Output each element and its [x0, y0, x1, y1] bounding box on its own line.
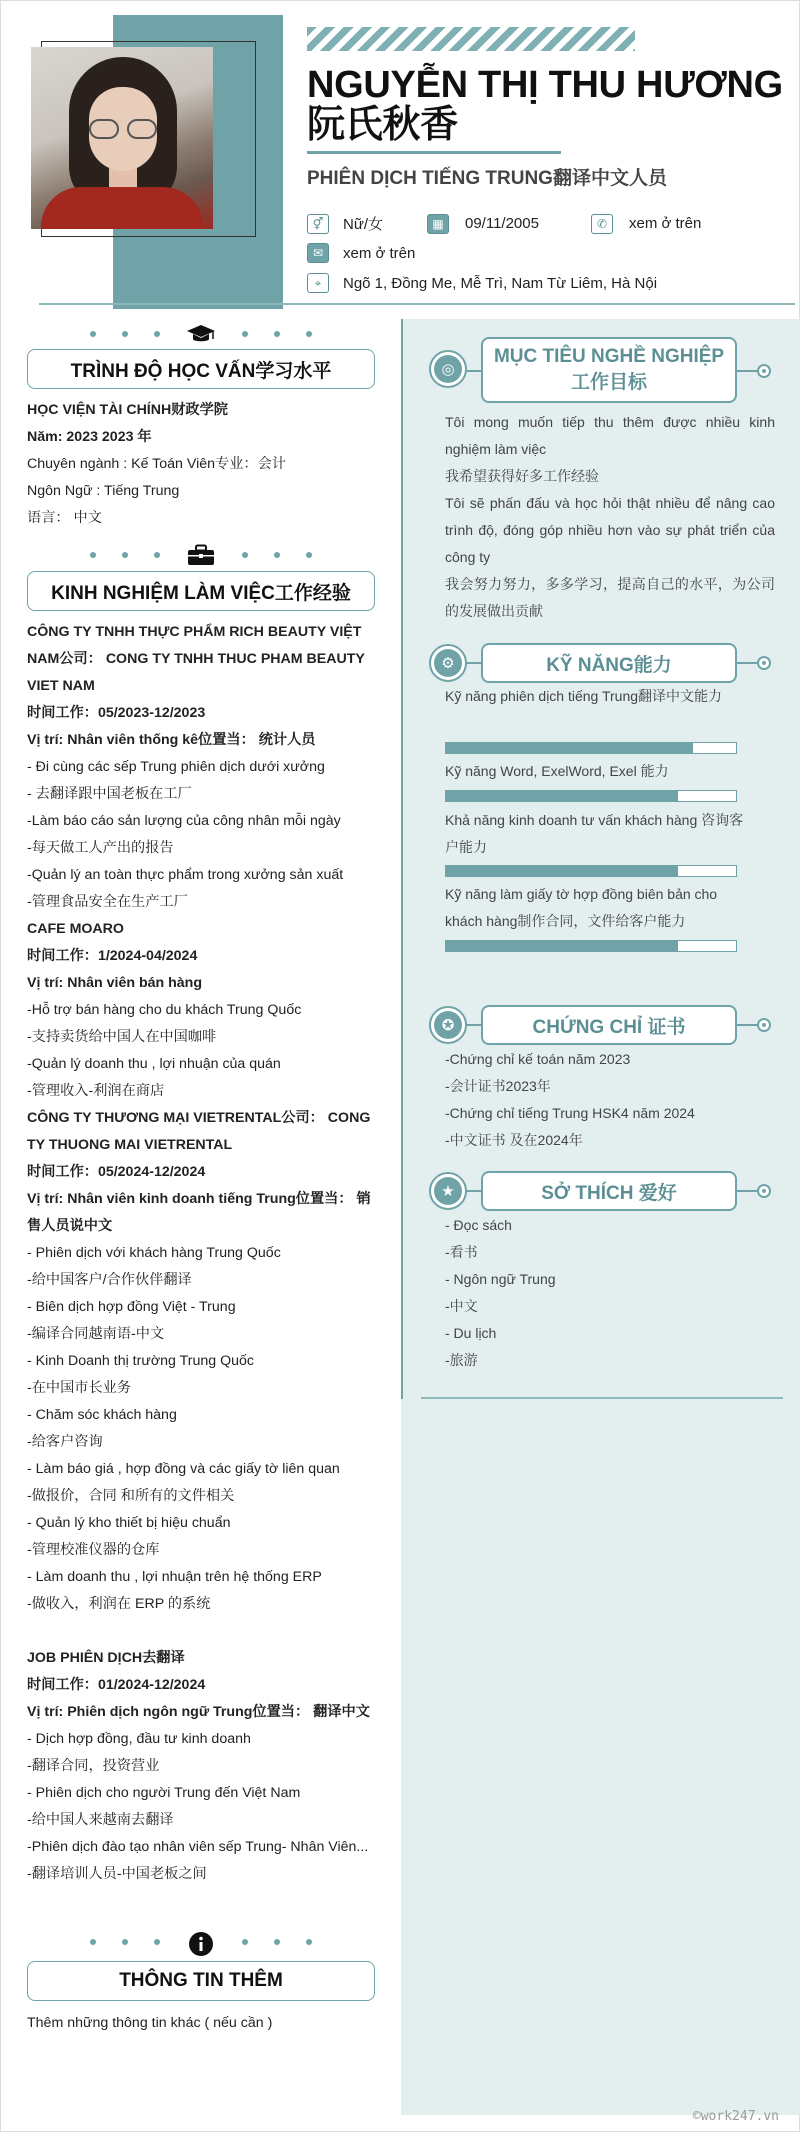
hobbies-content	[445, 1212, 775, 1374]
certificates-content	[445, 1046, 775, 1154]
job-company: CÔNG TY TNHH THỰC PHẨM RICH BEAUTY VIỆT NAM公司： CONG TY TNHH THUC PHAM BEAUTY VIET NAM	[27, 624, 365, 694]
job-duty: -给中国人来越南去翻译	[27, 1812, 174, 1828]
job-duty: - Làm doanh thu , lợi nhuận trên hệ thống ERP	[27, 1569, 322, 1585]
job-duty: -给客户咨询	[27, 1434, 103, 1450]
info-icon	[186, 1931, 216, 1953]
school-name: HỌC VIỆN TÀI CHÍNH财政学院	[27, 402, 228, 418]
skill-label: Kỹ năng Word, ExelWord, Exel 能力	[445, 763, 669, 779]
certificate-line: -会计证书2023年	[445, 1078, 551, 1094]
objective-heading: MỤC TIÊU NGHỀ NGHIỆP 工作目标	[481, 337, 737, 403]
job-duty: -管理食品安全在生产工厂	[27, 894, 188, 910]
name-vietnamese: NGUYỄN THỊ THU HƯƠNG	[307, 64, 783, 106]
job-position: Vị trí: Phiên dịch ngôn ngữ Trung位置当： 翻译中文	[27, 1704, 370, 1720]
address-value: Ngõ 1, Đồng Me, Mễ Trì, Nam Từ Liêm, Hà Nội	[343, 274, 658, 292]
phone-item	[591, 214, 701, 234]
hobby-line: -中文	[445, 1298, 478, 1314]
job-duty: -Hỗ trợ bán hàng cho du khách Trung Quốc	[27, 1002, 302, 1018]
job-position: Vị trí: Nhân viên kinh doanh tiếng Trung位置当： 销售人员说中文	[27, 1191, 371, 1234]
job-duty: -Phiên dịch đào tạo nhân viên sếp Trung- Nhân Viên...	[27, 1839, 369, 1855]
cv-header	[1, 1, 800, 309]
more-info-divider	[27, 1929, 375, 1955]
certificate-line: -Chứng chỉ tiếng Trung HSK4 năm 2024	[445, 1105, 695, 1121]
objective-line: Tôi sẽ phấn đấu và học hỏi thật nhiều để nâng cao trình độ, đóng góp nhiều hơn vào sự phát triển của công ty	[445, 495, 775, 565]
mail-icon: ✉	[307, 243, 329, 263]
skills-heading: KỸ NĂNG能力	[481, 643, 737, 683]
job-duty: -编译合同越南语-中文	[27, 1326, 165, 1342]
certificates-heading: CHỨNG CHỈ 证书	[481, 1005, 737, 1045]
job-duty: -做收入，利润在 ERP 的系统	[27, 1596, 211, 1612]
certificate-line: -Chứng chỉ kế toán năm 2023	[445, 1051, 631, 1067]
header-divider	[39, 303, 795, 305]
job-duty: -在中国市长业务	[27, 1380, 132, 1396]
job-entry	[27, 1645, 377, 1888]
job-duty: -Quản lý an toàn thực phẩm trong xưởng sản xuất	[27, 867, 344, 883]
skill-bar	[445, 865, 737, 877]
skill-bar	[445, 790, 737, 802]
objective-content	[445, 409, 775, 625]
full-name	[307, 65, 787, 145]
job-duty: - Chăm sóc khách hàng	[27, 1407, 177, 1423]
phone-icon: ✆	[591, 214, 613, 234]
job-duty: -做报价，合同 和所有的文件相关	[27, 1488, 235, 1504]
job-company: CAFE MOARO	[27, 921, 124, 937]
skill-label: Kỹ năng phiên dịch tiếng Trung翻译中文能力	[445, 688, 723, 704]
education-language: Ngôn Ngữ : Tiếng Trung	[27, 483, 180, 499]
award-icon: ✪	[429, 1006, 467, 1044]
info-row-2	[307, 243, 415, 263]
job-duty: -Quản lý doanh thu , lợi nhuận của quán	[27, 1056, 281, 1072]
education-major: Chuyên ngành : Kế Toán Viên专业：会计	[27, 456, 286, 472]
job-duty: -给中国客户/合作伙伴翻译	[27, 1272, 192, 1288]
education-year: Năm: 2023 2023 年	[27, 429, 152, 445]
job-duty: - Đi cùng các sếp Trung phiên dịch dưới xưởng	[27, 759, 325, 775]
objective-line: 我希望获得好多工作经验	[445, 468, 599, 484]
job-entry	[27, 916, 377, 1105]
job-position: Vị trí: Nhân viên thống kê位置当： 统计人员	[27, 732, 316, 748]
job-company: CÔNG TY THƯƠNG MẠI VIETRENTAL公司： CONG TY THUONG MAI VIETRENTAL	[27, 1110, 371, 1153]
job-duty: -支持卖货给中国人在中国咖啡	[27, 1029, 217, 1045]
watermark: ©work247.vn	[692, 2109, 779, 2124]
birthday-value: 09/11/2005	[465, 215, 539, 232]
column-divider	[401, 319, 403, 1399]
graduation-cap-icon	[186, 323, 216, 345]
briefcase-icon	[186, 544, 216, 566]
gender-value: Nữ/女	[343, 216, 384, 233]
job-duty: - Quản lý kho thiết bị hiệu chuẩn	[27, 1515, 231, 1531]
job-duty: - Làm báo giá , hợp đồng và các giấy tờ liên quan	[27, 1461, 340, 1477]
job-duty: -管理校准仪器的仓库	[27, 1542, 160, 1558]
hobby-line: -旅游	[445, 1352, 478, 1368]
email-item	[307, 243, 415, 263]
job-duty: -翻译合同，投资营业	[27, 1758, 160, 1774]
job-time: 时间工作：1/2024-04/2024	[27, 948, 198, 964]
header-stripes	[307, 27, 635, 51]
job-time: 时间工作：05/2023-12/2023	[27, 705, 206, 721]
job-time: 时间工作：01/2024-12/2024	[27, 1677, 206, 1693]
job-title: PHIÊN DỊCH TIẾNG TRUNG翻译中文人员	[307, 168, 667, 189]
job-duty: - Kinh Doanh thị trường Trung Quốc	[27, 1353, 254, 1369]
star-icon: ★	[429, 1172, 467, 1210]
job-duty: -管理收入-利润在商店	[27, 1083, 165, 1099]
calendar-icon: ▦	[427, 214, 449, 234]
job-position: Vị trí: Nhân viên bán hàng	[27, 975, 202, 991]
objective-line: 我会努力努力，多多学习，提高自己的水平，为公司的发展做出贡献	[445, 576, 775, 619]
hobby-line: - Ngôn ngữ Trung	[445, 1271, 556, 1287]
gender-icon: ⚥	[307, 214, 329, 234]
avatar	[31, 47, 213, 229]
title-underline	[307, 151, 561, 154]
job-entry	[27, 1105, 377, 1618]
education-language-zh: 语言： 中文	[27, 510, 102, 526]
gender-item	[307, 213, 427, 234]
name-chinese: 阮氏秋香	[307, 104, 458, 146]
job-duty: - Phiên dịch với khách hàng Trung Quốc	[27, 1245, 281, 1261]
job-duty: - Biên dịch hợp đồng Việt - Trung	[27, 1299, 236, 1315]
job-duty: - 去翻译跟中国老板在工厂	[27, 786, 192, 802]
job-duty: -翻译培训人员-中国老板之间	[27, 1866, 207, 1882]
skill-bar	[445, 742, 737, 754]
info-row-1	[307, 213, 701, 234]
skill-label: Kỹ năng làm giấy tờ hợp đồng biên bản cho khách hàng制作合同，文件给客户能力	[445, 886, 718, 929]
address-item	[307, 273, 657, 293]
experience-heading: KINH NGHIỆM LÀM VIỆC工作经验	[27, 571, 375, 611]
education-divider	[27, 321, 375, 347]
job-duty: -每天做工人产出的报告	[27, 840, 174, 856]
objective-line: Tôi mong muốn tiếp thu thêm được nhiều kinh nghiệm làm việc	[445, 414, 775, 457]
education-content	[27, 397, 377, 532]
job-duty: - Dịch hợp đồng, đầu tư kinh doanh	[27, 1731, 251, 1747]
experience-content	[27, 619, 377, 1888]
hobby-line: - Du lịch	[445, 1325, 497, 1341]
gear-icon: ⚙	[429, 644, 467, 682]
job-company: JOB PHIÊN DỊCH去翻译	[27, 1650, 185, 1666]
job-time: 时间工作：05/2024-12/2024	[27, 1164, 206, 1180]
more-info-heading: THÔNG TIN THÊM	[27, 1961, 375, 2001]
job-duty: -Làm báo cáo sản lượng của công nhân mỗi ngày	[27, 813, 341, 829]
job-duty: - Phiên dịch cho người Trung đến Việt Nam	[27, 1785, 301, 1801]
email-value: xem ở trên	[343, 244, 416, 262]
job-entry	[27, 619, 377, 916]
skill-label: Khả năng kinh doanh tư vấn khách hàng 咨询客户能力	[445, 812, 744, 855]
hobbies-heading: SỞ THÍCH 爱好	[481, 1171, 737, 1211]
phone-value: xem ở trên	[629, 215, 702, 232]
certificate-line: -中文证书 及在2024年	[445, 1132, 583, 1148]
location-icon: ⌖	[307, 273, 329, 293]
more-info-text: Thêm những thông tin khác ( nếu cần )	[27, 2015, 273, 2031]
birthday-item	[427, 214, 591, 234]
skill-bar	[445, 940, 737, 952]
hobby-line: -看书	[445, 1244, 478, 1260]
target-icon: ◎	[429, 350, 467, 388]
info-row-3	[307, 273, 657, 293]
education-heading: TRÌNH ĐỘ HỌC VẤN学习水平	[27, 349, 375, 389]
right-column-bottom-line	[421, 1397, 783, 1399]
hobby-line: - Đọc sách	[445, 1217, 512, 1233]
experience-divider	[27, 542, 375, 568]
